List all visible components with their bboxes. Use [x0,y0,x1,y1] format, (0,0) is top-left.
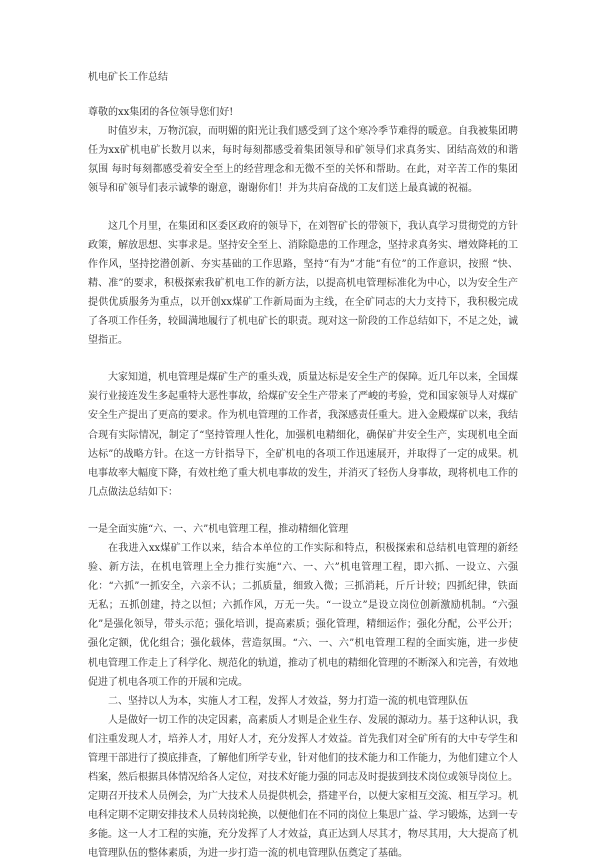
paragraph-introduction: 大家知道，机电管理是煤矿生产的重头戏，质量达标是安全生产的保障。近几年以来，全国煤炭行业接连发生多起重特大恶性事故，给煤矿安全生产带来了严峻的考验，党和国家领导人对煤矿安全生产提出了更高的要求。作为机电管理的工作者，我深感责任重大。进入金殿煤矿以来，我结合现有实际情况，制定了“坚持管理人性化，加强机电精细化，确保矿井安全生产，实现机电全面达标”的战略方针。在这一方针指导下，全矿机电的各项工作迅速展开，并取得了一定的成果。机电事故率大幅度下降，有效杜绝了重大机电事故的发生，并消灭了轻伤人身事故，现将机电工作的几点做法总结如下： [88,372,518,498]
salutation: 尊敬的xx集团的各位领导您们好! [88,107,234,119]
paragraph-section-1: 在我进入xx煤矿工作以来，结合本单位的工作实际和特点，积极探索和总结机电管理的新经验、新方法，在机电管理上全力推行实施“六、一、六”机电管理工程，即六抓、一设立、六强化：“六抓”一抓安全，六亲不认；二抓质量，细致入微；三抓消耗，斤斤计较；四抓纪律，铁面无私；五抓创建，持之以恒；六抓作风，万无一失。“一设立”是设立岗位创新激励机制。“六强化”是强化领导，带头示范；强化培训，提高素质；强化管理，精细运作；强化分配，公平公开；强化定额，优化组合；强化载体，营造氛围。“六、一、六”机电管理工程的全面实施，进一步使机电管理工作走上了科学化、规范化的轨道，推动了机电的精细化管理的不断深入和完善，有效地促进了机电各项工作的开展和完成。 [88,542,518,688]
paragraph-gap [88,502,518,520]
section-heading-1: 一是全面实施“六、一、六”机电管理工程，推动精细化管理 [88,523,349,535]
section-heading-2: 二、坚持以人为本，实施人才工程，发挥人才效益，努力打造一流的机电管理队伍 [108,695,468,707]
document-title: 机电矿长工作总结 [88,72,168,83]
paragraph-section-2: 人是做好一切工作的决定因素，高素质人才则是企业生存、发展的源动力。基于这种认识，我们注重发现人才，培养人才，用好人才，充分发挥人才效益。首先我们对全矿所有的大中专学生和管理干部进行了摸底排查，了解他们所学专业，针对他们的技术能力和工作能力，为他们建立个人档案，然后根据具体情况给各人定位，对技术好能力强的同志及时提拔到技术岗位或领导岗位上。定期召开技术人员例会，为广大技术人员提供机会，搭建平台，以便大家相互交流、相互学习。机电科定期不定期安排技术人员转岗轮换，以便他们在不同的岗位上集思广益、学习锻炼，达到一专多能。这一人才工程的实施，充分发挥了人才效益，真正达到人尽其才，物尽其用，大大提高了机电管理队伍的整体素质，为进一步打造一流的机电管理队伍奠定了基础。 [88,714,518,860]
paragraph-gap [88,350,518,368]
paragraph-gap [88,199,518,217]
paragraph-opening: 时值岁末，万物沉寂，而明媚的阳光让我们感受到了这个寒冷季节难得的暖意。自我被集团聘任为xx矿机电矿长数月以来，每时每刻都感受着集团领导和矿领导们求真务实、团结高效的和谐氛围 每时每刻都感受着安全至上的经营理念和无微不至的关怀和帮助。在此，对辛苦工作的集团领导和矿领导们表示诚挚的谢意，谢谢你们！并为共肩奋战的工友们送上最真诚的祝福。 [88,126,518,195]
paragraph-overview: 这几个月里，在集团和区委区政府的领导下，在刘智矿长的带领下，我认真学习贯彻党的方针政策，解放思想、实事求是。坚持安全至上、消除隐患的工作理念，坚持求真务实、增效降耗的工作作风，坚持挖潜创新、夯实基础的工作思路，坚持“有为”才能“有位”的工作意识，按照 “快、精、准”的要求，积极探索我矿机电工作的新方法，以提高机电管理标准化为中心，以为安全生产提供优质服务为重点，以开创xx煤矿工作新局面为主线，在全矿同志的大力支持下，我积极完成了各项工作任务，较圆满地履行了机电矿长的职责。现对这一阶段的工作总结如下，不足之处，诚望指正。 [88,220,518,347]
